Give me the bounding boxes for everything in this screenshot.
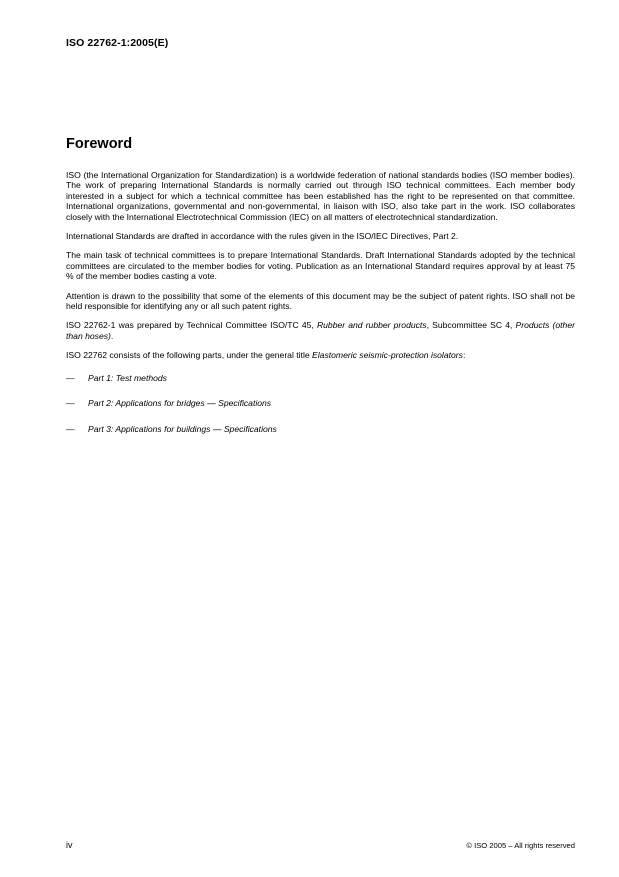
page-title: Foreword xyxy=(66,136,133,152)
copyright-notice: © ISO 2005 – All rights reserved xyxy=(466,841,575,850)
paragraph-iso-intro: ISO (the International Organization for Standardization) is a worldwide federation of national standards bodies (ISO member bodies). The work of preparing International Standards is normally carried out through ISO technical committees. Each member body interested in a subject for which a technical committee has been established has the right to be represented on that committee. International organizations, governmental and non-governmental, in liaison with ISO, also take part in the work. ISO collaborates closely with the International Electrotechnical Commission (IEC) on all matters of electrotechnical standardization. xyxy=(66,170,575,222)
part-label: Part 3: Applications for buildings — Specifications xyxy=(88,423,277,434)
paragraph-committee-task: The main task of technical committees is to prepare International Standards. Draft International Standards adopted by the technical committees are circulated to the member bodies for voting. Publication as an International Standard requires approval by at least 75 % of the member bodies casting a vote. xyxy=(66,250,575,282)
prepared-by-text-1: ISO 22762-1 was prepared by Technical Committee ISO/TC 45, xyxy=(66,320,317,331)
prepared-by-text-2: , Subcommittee SC 4, xyxy=(426,320,516,331)
parts-intro-text-1: ISO 22762 consists of the following parts, under the general title xyxy=(66,350,313,361)
list-dash: — xyxy=(66,423,75,434)
prepared-by-committee-name: Rubber and rubber products xyxy=(316,320,427,331)
prepared-by-subcommittee-name: Products (other than hoses) xyxy=(66,320,575,341)
page-number: iv xyxy=(66,840,73,850)
paragraph-parts-intro xyxy=(66,350,575,360)
list-item-part-1 xyxy=(66,373,575,383)
foreword-body xyxy=(66,170,575,449)
general-title: Elastomeric seismic-protection isolators xyxy=(312,350,463,361)
paragraph-prepared-by xyxy=(66,320,575,341)
parts-intro-text-2: : xyxy=(462,350,466,361)
list-item-part-2 xyxy=(66,398,575,408)
prepared-by-text-3: . xyxy=(110,330,114,341)
list-item-part-3 xyxy=(66,424,575,434)
paragraph-patent-rights: Attention is drawn to the possibility that some of the elements of this document may be the subject of patent rights. ISO shall not be held responsible for identifying any or all such patent rights. xyxy=(66,290,575,312)
list-dash: — xyxy=(66,372,75,383)
paragraph-drafting-rules: International Standards are drafted in accordance with the rules given in the ISO/IEC Directives, Part 2. xyxy=(66,231,459,242)
list-dash: — xyxy=(66,398,75,409)
document-id-header: ISO 22762-1:2005(E) xyxy=(66,37,169,49)
part-label: Part 1: Test methods xyxy=(88,372,167,383)
part-label: Part 2: Applications for bridges — Specifications xyxy=(88,398,272,409)
